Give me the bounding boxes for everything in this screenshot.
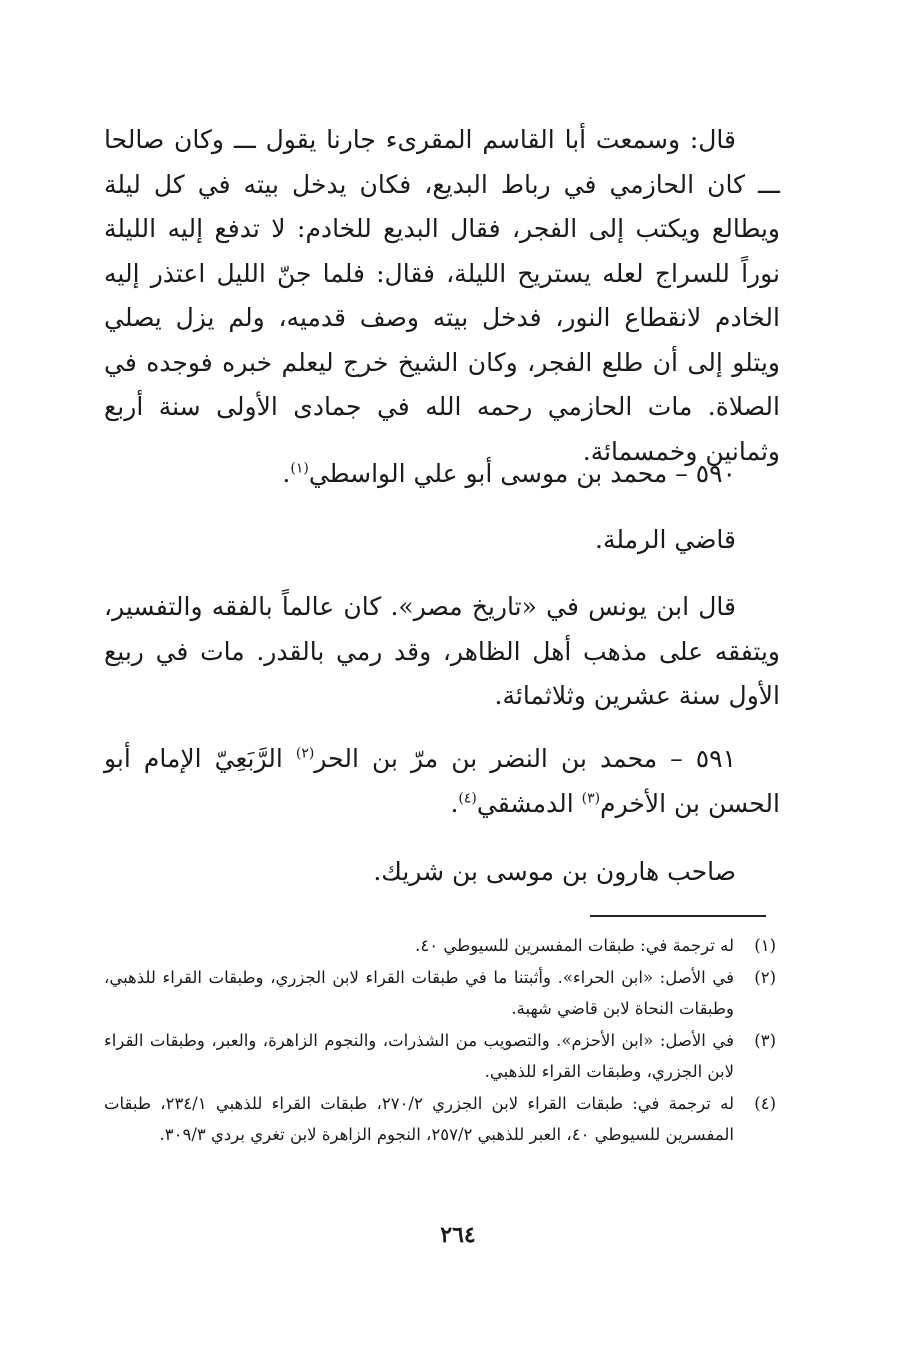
footnote-1 [104,930,776,962]
footnote-number: (٤) [754,1093,776,1113]
footnote-text: في الأصل: «ابن الأحزم». والتصويب من الشذرات، والنجوم الزاهرة، والعبر، وطبقات القراء لابن الجزري، وطبقات القراء للذهبي. [104,1030,734,1081]
entry-591-title-part2: الرَّبَعِيّ الإمام أبو الحسن بن الأخرم [104,744,780,818]
entry-590-end: . [282,459,291,488]
page-number: ٢٦٤ [440,1222,476,1248]
footnote-4 [104,1088,776,1151]
entry-590-title: ٥٩٠ – محمد بن موسى أبو علي الواسطي [308,459,736,488]
footnote-ref-4: (٤) [458,790,477,807]
footnote-number: (١) [754,936,776,955]
entry-591-heading [104,737,780,826]
footnote-separator [590,915,766,917]
footnote-text: له ترجمة في: طبقات المفسرين للسيوطي ٤٠. [415,936,734,955]
footnote-2 [104,962,776,1025]
paragraph-qadi-ramla: قاضي الرملة. [595,525,736,554]
entry-591-title-part3: الدمشقي [476,788,582,818]
paragraph-sahib-harun: صاحب هارون بن موسى بن شريك. [373,857,736,886]
entry-591-end: . [450,788,459,818]
footnote-ref-2: (٢) [295,745,315,762]
footnote-text: في الأصل: «ابن الحراء». وأثبتنا ما في طبقات القراء لابن الجزري، وطبقات القراء للذهبي، وطبقات النحاة لابن قاضي شهبة. [104,967,734,1018]
footnote-number: (٣) [754,1030,776,1050]
entry-591-title-part1: ٥٩١ – محمد بن النضر بن مرّ بن الحر [314,744,737,773]
footnote-3 [104,1025,776,1088]
paragraph-ibn-yunus: قال ابن يونس في «تاريخ مصر». كان عالماً بالفقه والتفسير، ويتفقه على مذهب أهل الظاهر، وقد رمي بالقدر. مات في ربيع الأول سنة عشرين وثلاثمائة. [104,592,780,710]
footnote-ref-3: (٣) [581,790,601,807]
footnotes-section [104,930,776,1151]
footnote-number: (٢) [754,967,776,987]
entry-590-heading [104,452,780,497]
footnote-text: له ترجمة في: طبقات القراء لابن الجزري ٢٧٠/٢، طبقات القراء للذهبي ٢٣٤/١، طبقات المفسرين للسيوطي ٤٠، العبر للذهبي ٢٥٧/٢، النجوم الزاهرة لابن تغري بردي ٣٠٩/٣. [104,1093,735,1144]
paragraph-hazimi: قال: وسمعت أبا القاسم المقرىء جارنا يقول ـــ وكان صالحا ـــ كان الحازمي في رباط البديع، فكان يدخل بيته في كل ليلة ويطالع ويكتب إلى الفجر، فقال البديع للخادم: لا تدفع إليه الليلة نوراً للسراج لعله يستريح الليلة، فقال: فلما جنّ الليل اعتذر إليه الخادم لانقطاع النور، فدخل بيته وصف قدميه، ولم يزل يصلي ويتلو إلى أن طلع الفجر، وكان الشيخ خرج ليعلم خبره فوجده في الصلاة. مات الحازمي رحمه الله في جمادى الأولى سنة أربع وثمانين وخمسمائة. [104,125,780,466]
footnote-ref-1: (١) [290,460,309,477]
